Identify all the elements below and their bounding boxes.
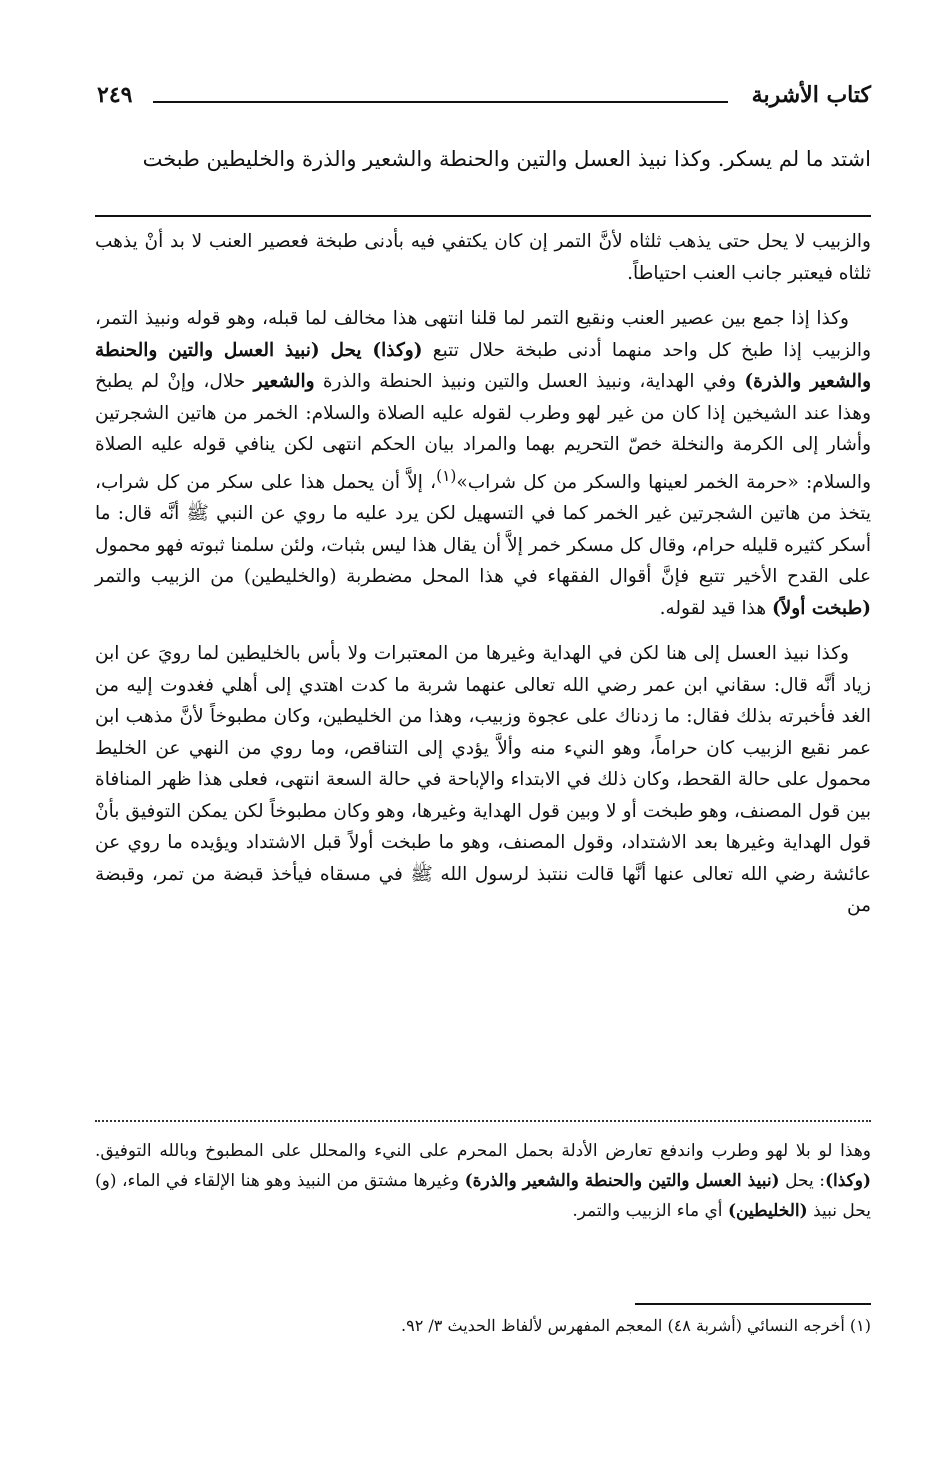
page-header bbox=[95, 76, 871, 116]
commentary-paragraph-3: وكذا نبيذ العسل إلى هنا لكن في الهداية وغيرها من المعتبرات ولا بأس بالخليطين لما رويَ عن ابن زياد أنَّه قال: سقاني ابن عمر رضي الله تعالى عنهما شربة ما كدت اهتدي إلى أهلي فغدوت إليه من الغد فأخبرته بذلك فقال: ما زدناك على عجوة وزبيب، وهذا من الخليطين، وكان مطبوخاً لأنَّ مذهب ابن عمر نقيع الزبيب كان حراماً، وهو النيء منه وألاَّ يؤدي إلى التناقص، وما روي من النهي عن الخليط محمول على حالة القحط، وكان ذلك في الابتداء والإباحة في حالة السعة انتهى، فعلى هذا ظهر المنافاة بين قول المصنف، وهو طبخت أو لا وبين قول الهداية وغيرها، وهو وكان مطبوخاً لكن يمكن التوفيق بأنْ قول الهداية وغيرها بعد الاشتداد، وقول المصنف، وهو ما طبخت أولاً قبل الاشتداد ويؤيده ما روي عن عائشة رضي الله تعالى عنها أنَّها قالت ننتبذ لرسول الله ﷺ في مسقاه فيأخذ قبضة من تمر، وقبضة من bbox=[95, 643, 871, 917]
commentary-paragraph-2: وكذا إذا جمع بين عصير العنب ونقيع التمر لما قلنا انتهى هذا مخالف لما قبله، وهو قوله ونبيذ التمر، والزبيب إذا طبخ كل واحد منهما أدنى طبخة حلال تتبع (وكذا) يحل (نبيذ العسل والتين والحنطة والشعير والذرة) وفي الهداية، ونبيذ العسل والتين ونبيذ الحنطة والذرة والشعير حلال، وإنْ لم يطبخ وهذا عند الشيخين إذا كان من غير لهو وطرب لقوله عليه الصلاة والسلام: الخمر من هاتين الشجرتين وأشار إلى الكرمة والنخلة خصّ التحريم بهما والمراد بيان الحكم انتهى لكن ينافي قوله عليه الصلاة والسلام: «حرمة الخمر لعينها والسكر من كل شراب»$^{(١)}$، إلاَّ أن يحمل هذا على سكر من كل شراب، يتخذ من هاتين الشجرتين غير الخمر كما في التسهيل لكن يرد عليه ما روي عن النبي ﷺ أنَّه قال: ما أسكر كثيره قليله حرام، وقال كل مسكر خمر إلاَّ أن يقال هذا ليس بثبات، ولئن سلمنا ثبوته فهو محمول على القدح الأخير تتبع فإنَّ أقوال الفقهاء في هذا المحل مضطربة (والخليطين) من الزبيب والتمر (طبخت أولاً) هذا قيد لقوله. bbox=[95, 308, 872, 619]
document-page bbox=[95, 70, 871, 1450]
footnote: (١) أخرجه النسائي (أشربة ٤٨) المعجم المفهرس لألفاظ الحديث ٣/ ٩٢. bbox=[401, 1316, 871, 1335]
page-number: ٢٤٩ bbox=[97, 82, 133, 108]
dotted-divider bbox=[95, 1120, 871, 1122]
commentary-block bbox=[95, 226, 871, 936]
chapter-title: كتاب الأشربة bbox=[751, 82, 871, 108]
commentary-paragraph-1: والزبيب لا يحل حتى يذهب ثلثاه لأنَّ التمر إن كان يكتفي فيه بأدنى طبخة فعصير العنب لا بد أنْ يذهب ثلثاه فيعتبر جانب العنب احتياطاً. bbox=[95, 231, 871, 284]
main-text: اشتد ما لم يسكر. وكذا نبيذ العسل والتين والحنطة والشعير والذرة والخليطين طبخت bbox=[142, 147, 871, 171]
header-rule bbox=[153, 101, 728, 103]
bold-phrase: والشعير bbox=[253, 371, 315, 392]
main-text-divider bbox=[95, 215, 871, 217]
bold-phrase: (وكذا) bbox=[824, 1171, 872, 1191]
bold-phrase: (نبيذ العسل والتين والحنطة والشعير والذرة) bbox=[464, 1171, 780, 1191]
secondary-commentary: وهذا لو بلا لهو وطرب واندفع تعارض الأدلة بحمل المحرم على النيء والمحلل على المطبوخ وبالله التوفيق. (وكذا): يحل (نبيذ العسل والتين والحنطة والشعير والذرة) وغيرها مشتق من النبيذ وهو هنا الإلقاء في الماء، (و) يحل نبيذ (الخليطين) أي ماء الزبيب والتمر. bbox=[95, 1141, 872, 1221]
bold-phrase: (طبخت أولاً) bbox=[772, 597, 871, 619]
footnote-reference[interactable]: (١) bbox=[436, 466, 457, 485]
bold-phrase: (الخليطين) bbox=[727, 1201, 808, 1221]
bold-phrase: (وكذا) يحل (نبيذ العسل والتين والحنطة والشعير والذرة) bbox=[95, 339, 871, 392]
footnote-rule bbox=[635, 1303, 871, 1305]
